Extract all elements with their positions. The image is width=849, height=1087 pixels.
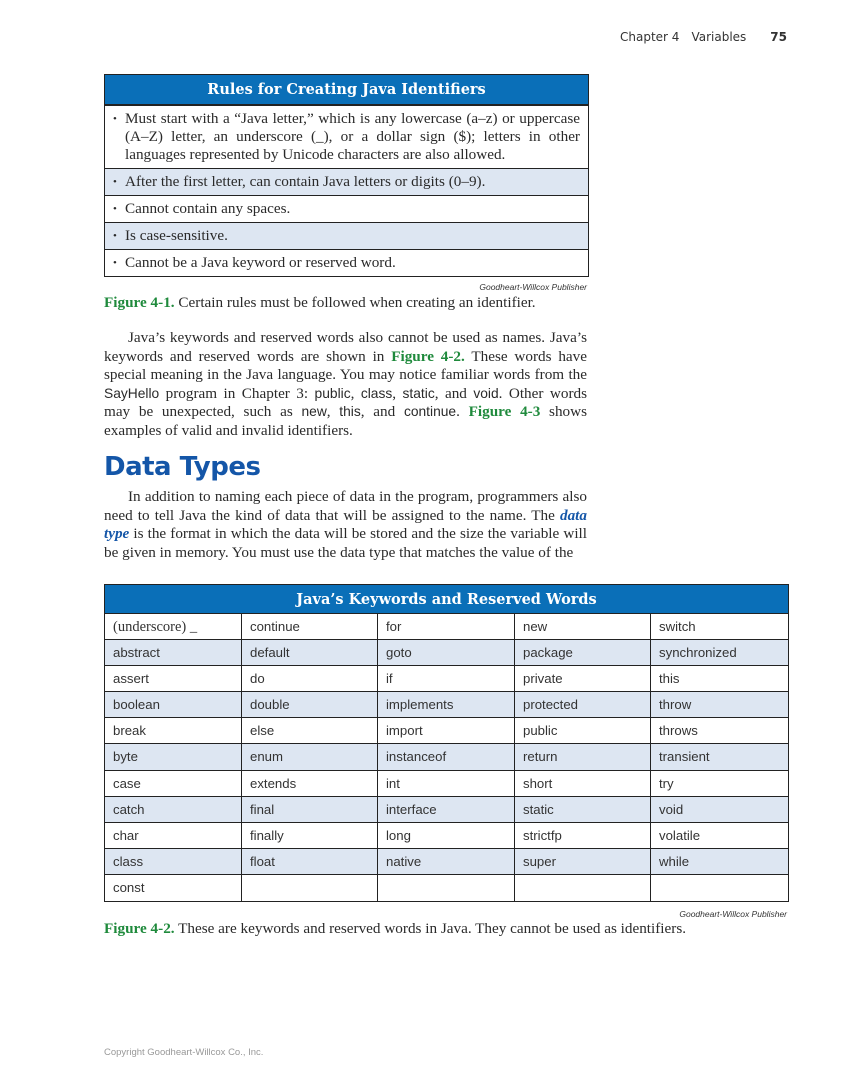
keyword-cell: protected bbox=[515, 692, 651, 718]
keyword-cell: short bbox=[515, 771, 651, 797]
keyword-cell: super bbox=[515, 849, 651, 875]
text: , and bbox=[434, 384, 474, 402]
code-static: static bbox=[402, 385, 435, 401]
bullet-icon: • bbox=[113, 176, 117, 188]
keyword-cell: throw bbox=[651, 692, 788, 718]
keyword-cell: case bbox=[105, 771, 242, 797]
keyword-cell: import bbox=[378, 718, 515, 744]
text: , bbox=[326, 403, 340, 421]
figure-4-2-caption-text: These are keywords and reserved words in Java. They cannot be used as identifiers. bbox=[174, 920, 687, 937]
keyword-cell: float bbox=[242, 849, 378, 875]
keyword-cell bbox=[378, 875, 515, 901]
keyword-cell: synchronized bbox=[651, 640, 788, 666]
keyword-cell: package bbox=[515, 640, 651, 666]
keyword-cell: public bbox=[515, 718, 651, 744]
keyword-cell: boolean bbox=[105, 692, 242, 718]
rule-row bbox=[105, 105, 588, 168]
keyword-cell: if bbox=[378, 666, 515, 692]
keyword-cell: finally bbox=[242, 823, 378, 849]
text: . Other words may be unexpected, such as bbox=[104, 384, 588, 421]
keyword-cell: continue bbox=[242, 614, 378, 640]
text: Java’s keywords and reserved words also cannot be used as names. Java’s keywords and reserved words are shown in bbox=[104, 329, 587, 365]
figure-4-2-caption bbox=[104, 920, 686, 938]
bullet-icon: • bbox=[113, 203, 117, 215]
keywords-grid bbox=[105, 614, 788, 901]
keyword-cell: interface bbox=[378, 797, 515, 823]
rule-row bbox=[105, 222, 588, 249]
rule-text: Is case-sensitive. bbox=[125, 227, 228, 244]
body-paragraph-keywords bbox=[104, 329, 587, 441]
keyword-cell: (underscore) _ bbox=[105, 614, 242, 640]
keyword-cell: volatile bbox=[651, 823, 788, 849]
keyword-cell: class bbox=[105, 849, 242, 875]
rule-text: Cannot contain any spaces. bbox=[125, 200, 291, 217]
code-void: void bbox=[473, 385, 499, 401]
text: program in Chapter 3: bbox=[159, 384, 315, 402]
section-heading-data-types: Data Types bbox=[104, 452, 261, 482]
keyword-cell: native bbox=[378, 849, 515, 875]
text: is the format in which the data will be stored and the size the variable will be given in memory. You must use the data type that matches the value of the bbox=[104, 525, 587, 561]
keyword-cell: private bbox=[515, 666, 651, 692]
chapter-label: Chapter 4 bbox=[620, 30, 680, 44]
keyword-cell: final bbox=[242, 797, 378, 823]
keyword-cell: try bbox=[651, 771, 788, 797]
code-class: class bbox=[360, 385, 393, 401]
keyword-cell: return bbox=[515, 744, 651, 770]
keyword-cell: implements bbox=[378, 692, 515, 718]
code-continue: continue bbox=[403, 404, 457, 420]
keyword-cell: while bbox=[651, 849, 788, 875]
body-paragraph-data-types bbox=[104, 488, 587, 562]
keyword-cell: static bbox=[515, 797, 651, 823]
keyword-cell: int bbox=[378, 771, 515, 797]
keyword-cell: do bbox=[242, 666, 378, 692]
keyword-cell: enum bbox=[242, 744, 378, 770]
keyword-cell: break bbox=[105, 718, 242, 744]
figure-4-1-caption-text: Certain rules must be followed when creating an identifier. bbox=[174, 294, 536, 311]
text: , bbox=[350, 384, 361, 402]
keyword-cell: switch bbox=[651, 614, 788, 640]
text: , and bbox=[360, 403, 404, 421]
identifier-rules-table bbox=[104, 74, 589, 277]
page-number: 75 bbox=[770, 30, 787, 44]
keyword-cell bbox=[515, 875, 651, 901]
running-head bbox=[620, 30, 787, 44]
rule-text: Cannot be a Java keyword or reserved word. bbox=[125, 254, 396, 271]
key-term-data-type: data type bbox=[104, 506, 587, 543]
keyword-cell: char bbox=[105, 823, 242, 849]
figure-4-1-caption bbox=[104, 294, 536, 312]
figure-4-3-reference: Figure 4-3 bbox=[468, 403, 541, 421]
figure-4-1-credit: Goodheart-Willcox Publisher bbox=[479, 282, 587, 292]
code-sayhello: SayHello bbox=[104, 385, 160, 401]
keyword-cell: long bbox=[378, 823, 515, 849]
keywords-table-heading: Java’s Keywords and Reserved Words bbox=[105, 585, 788, 614]
rule-text: Must start with a “Java letter,” which is any lowercase (a–z) or uppercase (A–Z) letter, an underscore (_), or a dollar sign ($); letters in other languages represented by Unicode characters are also allowed. bbox=[125, 110, 580, 163]
keyword-cell: new bbox=[515, 614, 651, 640]
rule-row bbox=[105, 195, 588, 222]
text: , bbox=[392, 384, 403, 402]
text: . bbox=[456, 403, 469, 421]
rule-text: After the first letter, can contain Java letters or digits (0–9). bbox=[125, 173, 486, 190]
bullet-icon: • bbox=[113, 230, 117, 242]
bullet-icon: • bbox=[113, 113, 117, 125]
keyword-cell: transient bbox=[651, 744, 788, 770]
keyword-cell: instanceof bbox=[378, 744, 515, 770]
keyword-cell: for bbox=[378, 614, 515, 640]
keyword-cell: const bbox=[105, 875, 242, 901]
keyword-cell: this bbox=[651, 666, 788, 692]
code-public: public bbox=[314, 385, 351, 401]
keyword-cell bbox=[651, 875, 788, 901]
rule-row bbox=[105, 249, 588, 276]
keywords-table bbox=[104, 584, 789, 902]
text: These words have special meaning in the Java language. You may notice familiar words from the bbox=[104, 347, 587, 384]
code-this: this bbox=[339, 404, 361, 420]
keyword-cell bbox=[242, 875, 378, 901]
figure-4-1-label: Figure 4-1. bbox=[104, 294, 175, 311]
figure-4-2-reference: Figure 4-2. bbox=[391, 347, 465, 365]
figure-4-2-credit: Goodheart-Willcox Publisher bbox=[679, 909, 787, 919]
chapter-title: Variables bbox=[691, 30, 747, 44]
keyword-cell: catch bbox=[105, 797, 242, 823]
keyword-cell: extends bbox=[242, 771, 378, 797]
keyword-cell: else bbox=[242, 718, 378, 744]
keyword-cell: abstract bbox=[105, 640, 242, 666]
keyword-cell: void bbox=[651, 797, 788, 823]
code-new: new bbox=[301, 404, 327, 420]
keyword-cell: byte bbox=[105, 744, 242, 770]
rule-row bbox=[105, 168, 588, 195]
keyword-cell: goto bbox=[378, 640, 515, 666]
rules-table-heading: Rules for Creating Java Identifiers bbox=[105, 75, 588, 105]
keyword-cell: strictfp bbox=[515, 823, 651, 849]
figure-4-2-label: Figure 4-2. bbox=[104, 920, 175, 937]
text: In addition to naming each piece of data in the program, programmers also need to tell Java the kind of data that will be assigned to the name. The bbox=[104, 488, 587, 524]
bullet-icon: • bbox=[113, 257, 117, 269]
keyword-cell: throws bbox=[651, 718, 788, 744]
keyword-cell: default bbox=[242, 640, 378, 666]
keyword-cell: double bbox=[242, 692, 378, 718]
text: shows examples of valid and invalid identifiers. bbox=[104, 403, 588, 439]
copyright-notice: Copyright Goodheart-Willcox Co., Inc. bbox=[104, 1047, 264, 1058]
keyword-cell: assert bbox=[105, 666, 242, 692]
